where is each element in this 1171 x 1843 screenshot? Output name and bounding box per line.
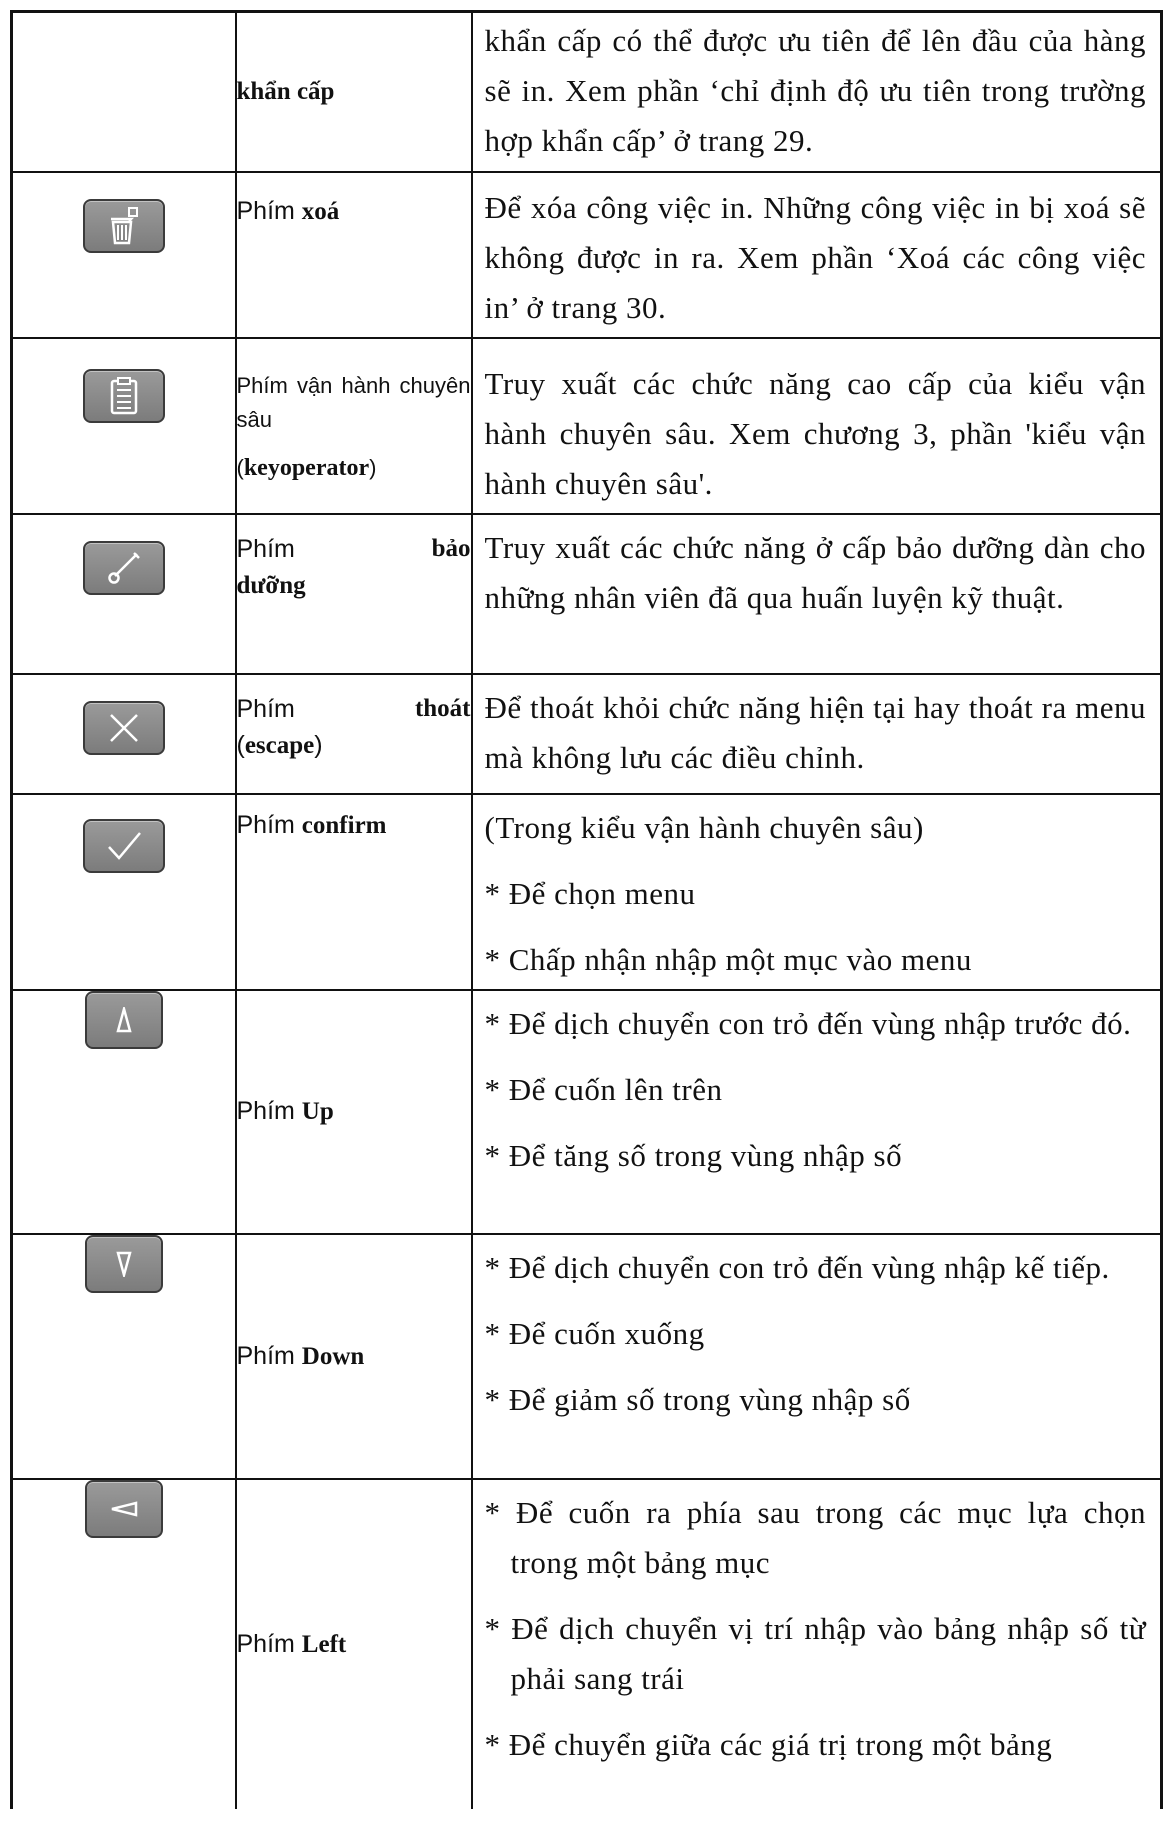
close-icon [108, 712, 140, 744]
description-line: (Trong kiểu vận hành chuyên sâu) [484, 809, 924, 845]
description-bullet: * Để cuốn xuống [484, 1315, 705, 1351]
key-description [472, 338, 1162, 514]
key-name-bold: khẩn cấp [236, 78, 335, 106]
key-name-bold: Up [301, 1098, 334, 1125]
key-description [472, 1479, 1162, 1809]
key-name: Phím bảo dưỡng [236, 514, 472, 674]
keyoperator-key-button[interactable] [83, 369, 165, 423]
description-bullet: * Để dịch chuyển con trỏ đến vùng nhập trước đó. [484, 1005, 1132, 1041]
key-function-table [10, 10, 1160, 1809]
table-row [12, 1234, 1162, 1479]
key-name-bold: keyoperator [243, 454, 370, 481]
table-row [12, 1479, 1162, 1809]
keys-table [10, 10, 1163, 1809]
description-text: Truy xuất các chức năng cao cấp của kiểu vận hành chuyên sâu. Xem chương 3, phần 'kiểu vận hành chuyên sâu'. [484, 365, 1146, 501]
clipboard-icon [109, 377, 139, 415]
key-name-bold: Down [301, 1342, 365, 1370]
down-key-button[interactable] [85, 1235, 163, 1293]
key-name-bold: xoá [301, 197, 340, 225]
key-description [472, 1234, 1162, 1479]
maintenance-key-button[interactable] [83, 541, 165, 595]
description-text: Truy xuất các chức năng ở cấp bảo dưỡng dàn cho những nhân viên đã qua huấn luyện kỹ thuật. [484, 529, 1146, 615]
key-name: Phím xoá [236, 172, 472, 338]
escape-key-button[interactable] [83, 701, 165, 755]
icon-cell-empty [12, 12, 236, 172]
arrow-up-icon [116, 1007, 132, 1033]
key-name: Phím thoát (escape) [236, 674, 472, 794]
key-name: Phím Up [236, 990, 472, 1234]
up-key-button[interactable] [85, 991, 163, 1049]
key-description [472, 674, 1162, 794]
left-key-cell [12, 1479, 236, 1809]
table-row [12, 674, 1162, 794]
delete-key-cell [12, 172, 236, 338]
delete-key-button[interactable] [83, 199, 165, 253]
key-description [472, 514, 1162, 674]
key-name-bold: thoát [414, 694, 471, 722]
description-line: * Chấp nhận nhập một mục vào menu [484, 941, 972, 977]
left-key-button[interactable] [85, 1480, 163, 1538]
key-description [472, 12, 1162, 172]
key-name: Phím confirm [236, 794, 472, 990]
description-line: * Để chọn menu [484, 875, 696, 911]
up-key-cell [12, 990, 236, 1234]
table-row [12, 338, 1162, 514]
description-bullet: * Để cuốn lên trên [484, 1071, 723, 1107]
description-bullet: * Để giảm số trong vùng nhập số [484, 1381, 911, 1417]
key-name: Phím Left [236, 1479, 472, 1809]
table-row [12, 172, 1162, 338]
keyoperator-key-cell [12, 338, 236, 514]
checkmark-icon [106, 831, 142, 861]
wrench-icon [107, 551, 141, 585]
escape-key-cell [12, 674, 236, 794]
key-name [236, 12, 472, 172]
table-row [12, 794, 1162, 990]
description-bullet: * Để tăng số trong vùng nhập số [484, 1137, 903, 1173]
description-bullet: * Để chuyển giữa các giá trị trong một bảng [484, 1726, 1053, 1762]
key-name-bold: confirm [301, 811, 387, 839]
key-description [472, 172, 1162, 338]
arrow-left-icon [110, 1501, 138, 1517]
description-text: Để xóa công việc in. Những công việc in bị xoá sẽ không được in ra. Xem phần ‘Xoá các công việc in’ ở trang 30. [484, 189, 1146, 325]
description-bullet: * Để dịch chuyển vị trí nhập vào bảng nhập số từ phải sang trái [484, 1610, 1146, 1696]
table-row [12, 514, 1162, 674]
key-name: Phím Down [236, 1234, 472, 1479]
confirm-key-button[interactable] [83, 819, 165, 873]
arrow-down-icon [116, 1251, 132, 1277]
table-row [12, 12, 1162, 172]
description-text: Để thoát khỏi chức năng hiện tại hay thoát ra menu mà không lưu các điều chỉnh. [484, 689, 1146, 775]
description-bullet: * Để cuốn ra phía sau trong các mục lựa chọn trong một bảng mục [484, 1494, 1146, 1580]
description-text: khẩn cấp có thể được ưu tiên để lên đầu của hàng sẽ in. Xem phần ‘chỉ định độ ưu tiên trong trường hợp khẩn cấp’ ở trang 29. [484, 23, 1146, 158]
confirm-key-cell [12, 794, 236, 990]
key-name-bold: Left [301, 1630, 347, 1658]
key-description [472, 990, 1162, 1234]
description-bullet: * Để dịch chuyển con trỏ đến vùng nhập kế tiếp. [484, 1249, 1110, 1285]
down-key-cell [12, 1234, 236, 1479]
trash-icon [107, 207, 141, 245]
key-name: Phím vận hành chuyên sâu (keyoperator) [236, 338, 472, 514]
table-row [12, 990, 1162, 1234]
maintenance-key-cell [12, 514, 236, 674]
key-description [472, 794, 1162, 990]
